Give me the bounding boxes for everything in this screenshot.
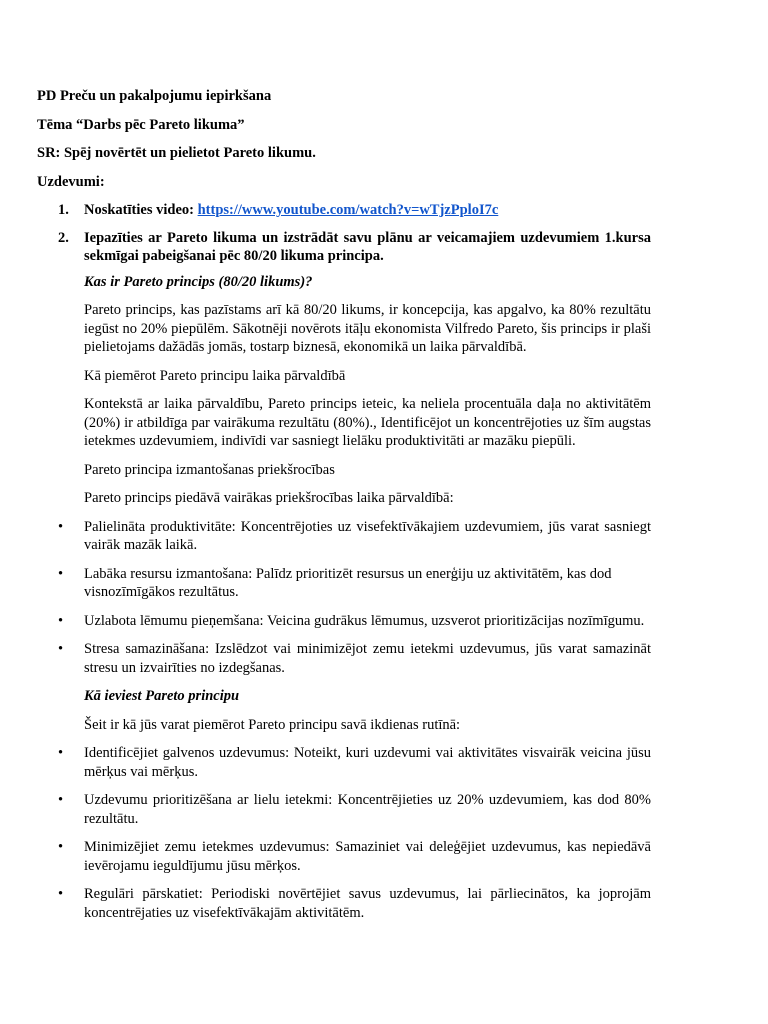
- benefit-item: [37, 565, 651, 602]
- learning-outcome: SR: Spēj novērtēt un pielietot Pareto likumu.: [37, 145, 316, 161]
- benefit-item: [37, 518, 651, 555]
- bullet: •: [58, 792, 64, 808]
- bullet: •: [58, 612, 64, 629]
- benefits-title: Pareto principa izmantošanas priekšrocības: [84, 461, 335, 478]
- task-item-1: [37, 201, 651, 220]
- benefit-item: [37, 612, 651, 631]
- step-text: Minimizējiet zemu ietekmes uzdevumus: Samaziniet vai deleģējiet uzdevumus, kas nepiedāvā ievērojamu ieguldījumu jūsu mērķos.: [84, 839, 651, 874]
- benefit-text: Stresa samazināšana: Izslēdzot vai minimizējot zemu ietekmi uzdevumus, jūs varat samazināt stresu un izvairīties no izdegšanas.: [84, 641, 651, 676]
- video-link[interactable]: https://www.youtube.com/watch?v=wTjzPploI7c: [197, 202, 499, 218]
- task-text: Noskatīties video:: [84, 202, 198, 218]
- step-item: [37, 838, 651, 875]
- benefit-text: Palielināta produktivitāte: Koncentrējoties uz visefektīvākajiem uzdevumiem, jūs varat sasniegt vairāk mazāk laikā.: [84, 518, 651, 553]
- step-text: Identificējiet galvenos uzdevumus: Noteikt, kuri uzdevumi vai aktivitātes visvairāk veicina jūsu mērķus vai mērķus.: [84, 745, 651, 780]
- time-management-subheading: Kā piemērot Pareto principu laika pārvaldībā: [84, 367, 346, 384]
- benefit-text: Uzlabota lēmumu pieņemšana: Veicina gudrākus lēmumus, uzsverot prioritizācijas nozīmīgumu.: [84, 612, 645, 629]
- step-text: Uzdevumu prioritizēšana ar lielu ietekmi: Koncentrējieties uz 20% uzdevumiem, kas dod 80% rezultātu.: [84, 792, 651, 827]
- bullet: •: [58, 745, 64, 761]
- step-item: [37, 744, 651, 781]
- benefit-item: [37, 640, 651, 677]
- bullet: •: [58, 839, 64, 855]
- tasks-label: Uzdevumi:: [37, 173, 105, 190]
- bullet: •: [58, 641, 64, 657]
- benefit-text: Labāka resursu izmantošana: Palīdz prioritizēt resursus un enerģiju uz aktivitātēm, kas dod visnozīmīgākos rezultātus.: [84, 565, 612, 600]
- task-number: 2.: [58, 229, 69, 246]
- bullet: •: [58, 565, 64, 582]
- context-paragraph: Kontekstā ar laika pārvaldību, Pareto princips ieteic, ka neliela procentuāla daļa no aktivitātēm (20%) ir atbildīga par vairākuma rezultātu (80%)., Identificējot un koncentrējoties uz šīm augstas ietekmes uzdevumiem, indivīdi var sasniegt lielāku produktivitāti ar mazāku piepūli.: [84, 396, 651, 449]
- task-text: Iepazīties ar Pareto likuma un izstrādāt savu plānu ar veicamajiem uzdevumiem 1.kursa sekmīgai pabeigšanai pēc 80/20 likuma principa.: [84, 229, 651, 264]
- bullet: •: [58, 518, 64, 535]
- implement-intro: Šeit ir kā jūs varat piemērot Pareto principu savā ikdienas rutīnā:: [84, 716, 461, 733]
- step-item: [37, 885, 651, 922]
- section-heading-implement: Kā ieviest Pareto principu: [84, 688, 240, 704]
- pareto-intro-paragraph: Pareto princips, kas pazīstams arī kā 80/20 likums, ir koncepcija, kas apgalvo, ka 80% rezultātu iegūst no 20% piepūlēm. Sākotnēji novērots itāļu ekonomista Vilfredo Pareto, šis princips ir plaši pielietojams dažādās jomās, tostarp biznesā, ekonomikā un laika pārvaldībā.: [84, 302, 651, 355]
- course-title: PD Preču un pakalpojumu iepirkšana: [37, 88, 272, 104]
- step-text: Regulāri pārskatiet: Periodiski novērtējiet savus uzdevumus, lai pārliecinātos, ka joprojām koncentrējaties uz visefektīvākajām aktivitātēm.: [84, 886, 651, 921]
- benefits-intro: Pareto princips piedāvā vairākas priekšrocības laika pārvaldībā:: [84, 490, 454, 506]
- task-item-2: [37, 229, 651, 266]
- task-number: 1.: [58, 202, 69, 218]
- bullet: •: [58, 886, 64, 902]
- topic-title: Tēma “Darbs pēc Pareto likuma”: [37, 116, 245, 133]
- step-item: [37, 791, 651, 828]
- section-heading-pareto: Kas ir Pareto princips (80/20 likums)?: [84, 273, 313, 290]
